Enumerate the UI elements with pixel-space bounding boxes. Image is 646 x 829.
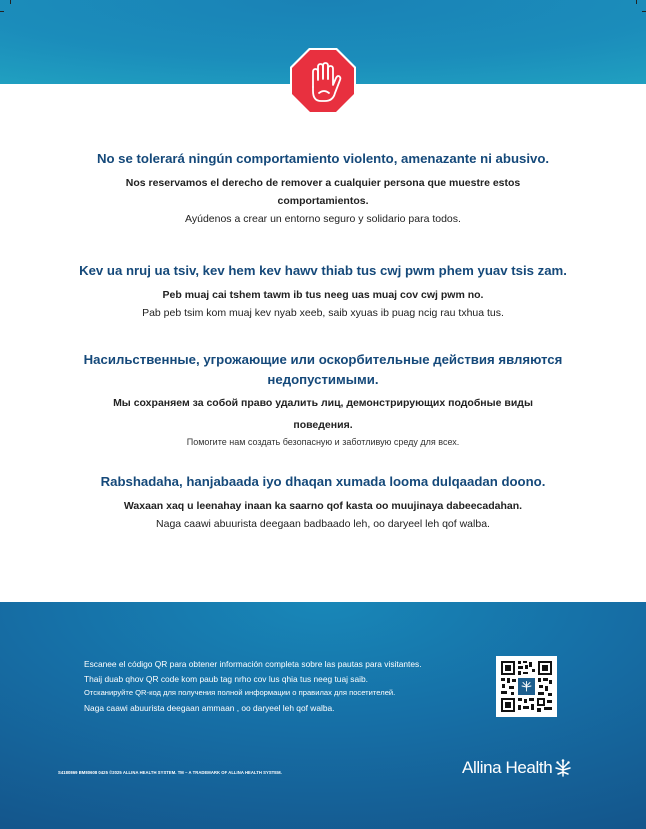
crop-mark [10,0,11,4]
section-body: Naga caawi abuurista deegaan badbaado leh, oo daryeel leh qof walba. [156,518,490,530]
section-title: Насильственные, угрожающие или оскорбительные действия являются [83,352,563,367]
section-title: недопустимыми. [267,372,379,387]
allina-health-tree-icon [554,759,572,777]
section-title: Rabshadaha, hanjabaada iyo dhaqan xumada looma dulqaadan doono. [100,474,546,489]
crop-mark [0,11,4,12]
section-russian [40,350,606,450]
section-somali [40,473,606,533]
section-body: Помогите нам создать безопасную и заботливую среду для всех. [186,437,460,447]
section-body-bold: поведения. [293,419,353,431]
qr-instruction-hmong: Thaij duab qhov QR code kom paub tag nrho cov lus qhia tus neeg tuaj saib. [84,673,368,684]
section-hmong [40,262,606,322]
section-body: Pab peb tsim kom muaj kev nyab xeeb, saib xyuas ib puag ncig rau txhua tus. [142,307,504,319]
qr-instruction-somali: Naga caawi abuurista deegaan ammaan , oo daryeel leh qof walba. [84,702,335,713]
legal-notice: S4180869 BM80608 0425 ©2025 ALLINA HEALTH SYSTEM. TM – A TRADEMARK OF ALLINA HEALTH SYSTEM. [58,770,282,775]
stop-hand-icon [289,47,357,115]
qr-instructions [84,657,484,715]
logo-text: Allina Health [462,758,553,777]
section-body-bold: Мы сохраняем за собой право удалить лиц, демонстрирующих подобные виды [113,397,533,409]
section-body: Ayúdenos a crear un entorno seguro y solidario para todos. [185,213,461,225]
qr-instruction-russian: Отсканируйте QR-код для получения полной информации о правилах для посетителей. [84,688,396,698]
section-body-bold: Nos reservamos el derecho de remover a cualquier persona que muestre estos [125,177,521,189]
crop-mark [642,11,646,12]
qr-code-icon[interactable] [496,656,557,717]
section-body-bold: Peb muaj cai tshem tawm ib tus neeg uas muaj cov cwj pwm no. [162,289,484,301]
section-body-bold: Waxaan xaq u leenahay inaan ka saarno qof kasta oo muujinaya dabeecadahan. [123,500,523,512]
section-title: No se tolerará ningún comportamiento violento, amenazante ni abusivo. [96,151,550,166]
allina-health-logo [462,756,572,780]
qr-instruction-spanish: Escanee el código QR para obtener información completa sobre las pautas para visitantes. [84,659,422,669]
section-body-bold: comportamientos. [277,195,369,207]
crop-mark [636,0,637,4]
section-title: Kev ua nruj ua tsiv, kev hem kev hawv thiab tus cwj pwm phem yuav tsis zam. [79,263,567,278]
section-spanish [40,150,606,228]
footer-band [0,602,646,829]
